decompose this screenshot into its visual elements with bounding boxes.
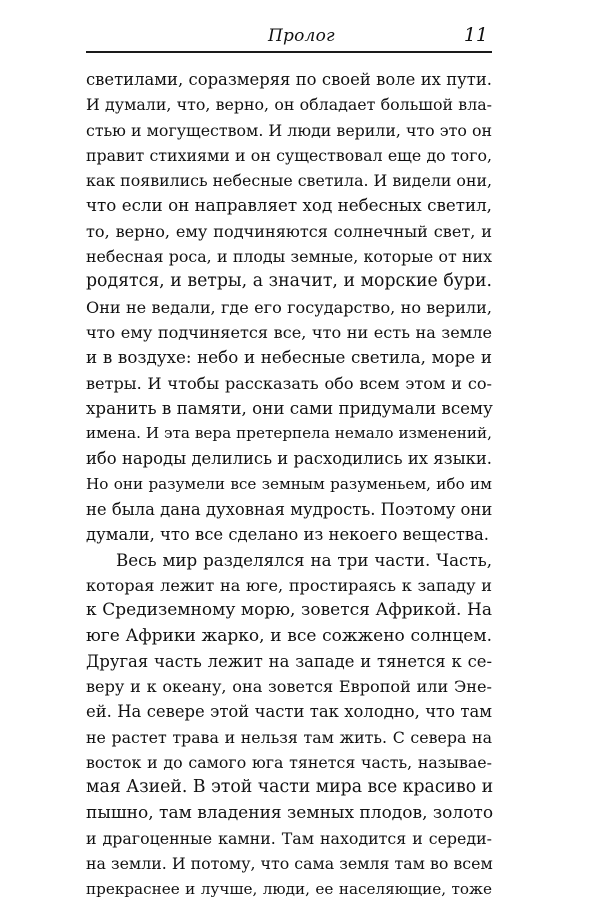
text-line: к Средиземному морю, зовется Африкой. На: [86, 600, 492, 621]
text-line: на земли. И потому, что сама земля там во всем: [86, 854, 493, 874]
text-line: стью и могуществом. И люди верили, что это он: [86, 120, 492, 140]
text-line: не была дана духовная мудрость. Поэтому они: [86, 500, 493, 520]
text-line: Другая часть лежит на западе и тянется к се-: [86, 651, 492, 671]
text-line: не растет трава и нельзя там жить. С севера на: [86, 727, 492, 747]
text-line: пышно, там владения земных плодов, золото: [86, 802, 494, 823]
text-line: И думали, что, верно, он обладает большой вла-: [86, 95, 492, 115]
text-line: ибо народы делились и расходились их языки.: [86, 449, 492, 469]
paragraph-start-line: Весь мир разделялся на три части. Часть,: [116, 549, 492, 570]
text-line: юге Африки жарко, и все сожжено солнцем.: [86, 625, 492, 646]
text-line: восток и до самого юга тянется часть, называе-: [86, 753, 492, 773]
running-title: Пролог: [268, 26, 335, 46]
text-line: Но они разумели все земным разуменьем, ибо им: [86, 474, 492, 493]
text-line: родятся, и ветры, а значит, и морские бури.: [86, 271, 492, 292]
text-line: что если он направляет ход небесных светил,: [86, 195, 492, 216]
text-line: то, верно, ему подчиняются солнечный свет, и: [86, 221, 492, 241]
text-line: как появились небесные светила. И видели они,: [86, 171, 493, 191]
text-line: мая Азией. В этой части мира все красиво и: [86, 777, 494, 798]
text-line: светилами, соразмеряя по своей воле их пути.: [86, 70, 492, 89]
header-rule: [86, 51, 492, 53]
text-line: имена. И эта вера претерпела немало изменений,: [86, 424, 492, 443]
text-line: ей. На севере этой части так холодно, что там: [86, 702, 492, 722]
text-line: прекраснее и лучше, люди, ее населяющие, тоже: [86, 879, 492, 898]
text-line: хранить в памяти, они сами придумали всему: [86, 397, 493, 418]
text-line: что ему подчиняется все, что ни есть на земле: [86, 322, 492, 342]
text-line: которая лежит на юге, простираясь к западу и: [86, 575, 492, 595]
text-line: и драгоценные камни. Там находится и середи-: [86, 828, 492, 848]
text-line: веру и к океану, она зовется Европой или Эне-: [86, 677, 492, 697]
text-line: думали, что все сделано из некоего вещества.: [86, 525, 489, 545]
text-line: Они не ведали, где его государство, но верили,: [86, 297, 492, 317]
text-line: правит стихиями и он существовал еще до того,: [86, 145, 492, 165]
text-line: ветры. И чтобы рассказать обо всем этом и со-: [86, 373, 492, 393]
text-line: небесная роса, и плоды земные, которые от них: [86, 247, 492, 267]
text-line: и в воздухе: небо и небесные светила, море и: [86, 347, 492, 368]
body-text: [86, 67, 492, 902]
page-header: [86, 26, 492, 50]
page-number: 11: [463, 24, 488, 46]
